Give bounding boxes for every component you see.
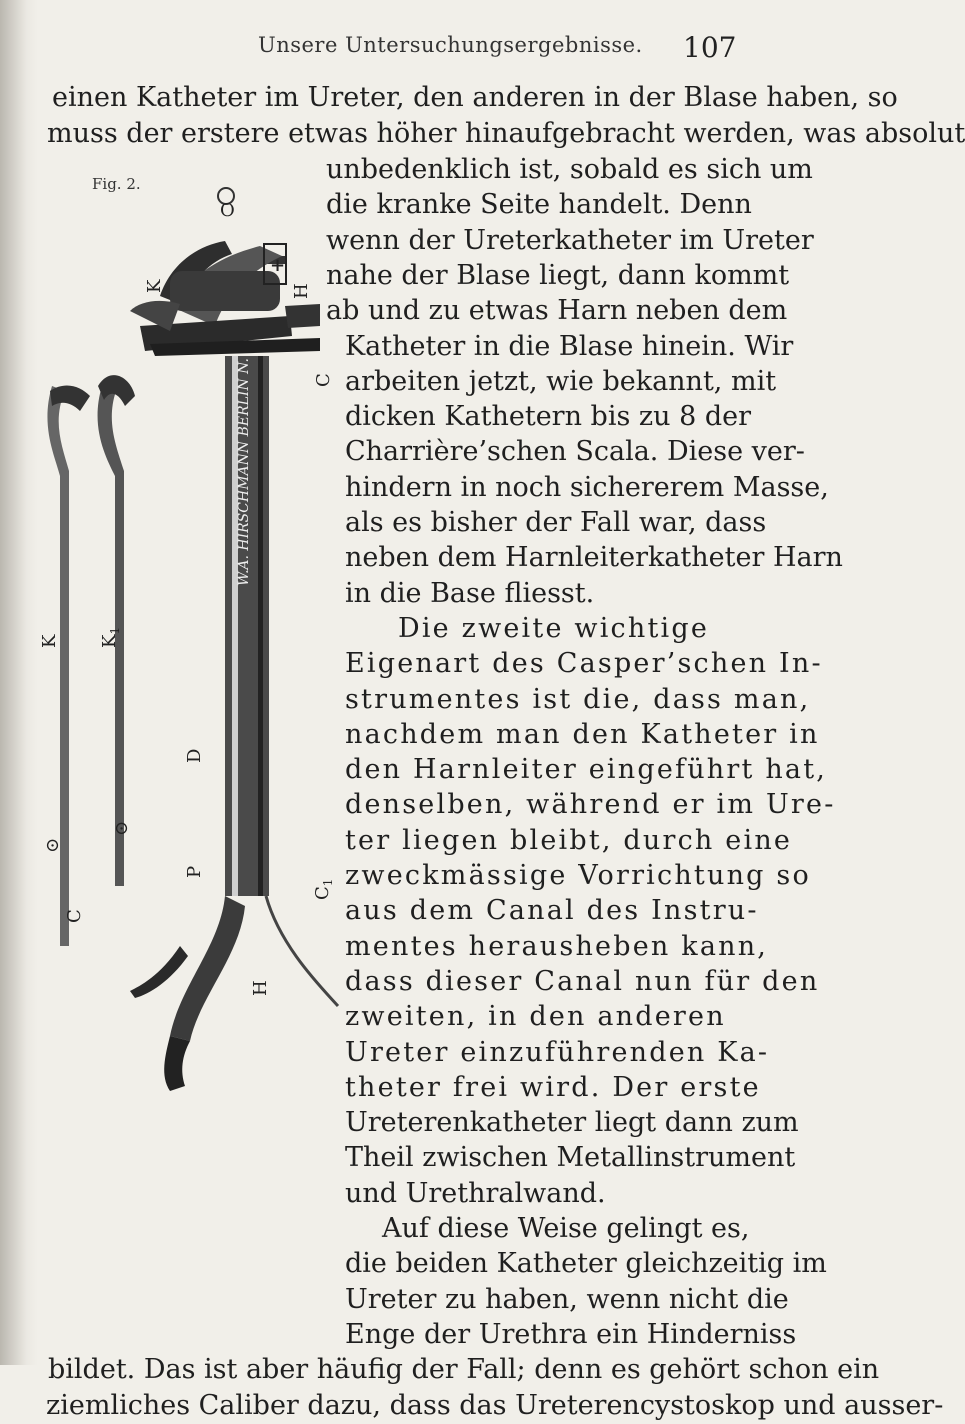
text-line-col-31: Auf diese Weise gelingt es, — [382, 1213, 750, 1244]
figure-cystoscope — [20, 186, 340, 1106]
text-line-col-9: Charrière’schen Scala. Diese ver- — [345, 436, 805, 468]
beak-tip — [164, 1036, 190, 1091]
text-line-col-10: hindern in noch sichererem Masse, — [345, 471, 829, 503]
label-k1-main: K — [99, 634, 120, 648]
text-line-col-8: dicken Kathetern bis zu 8 der — [345, 401, 752, 433]
text-line-col-3: wenn der Ureterkatheter im Ureter — [326, 224, 814, 256]
text-line-full-2: muss der erstere etwas höher hinaufgebracht werden, was absolut — [47, 118, 965, 149]
lamp-fin — [130, 946, 188, 998]
k-catheter — [47, 386, 69, 946]
text-line-col-23: mentes herausheben kann, — [345, 930, 769, 962]
text-line-col-7: arbeiten jetzt, wie bekannt, mit — [345, 365, 777, 397]
text-line-col-16: strumentes ist die, dass man, — [345, 683, 811, 715]
label-c-left: C — [64, 909, 85, 923]
running-head-title: Unsere Untersuchungsergebnisse. — [258, 33, 643, 57]
page-number: 107 — [683, 31, 737, 64]
text-line-col-12: neben dem Harnleiterkatheter Harn — [345, 542, 843, 574]
text-line-col-11: als es bisher der Fall war, dass — [345, 507, 767, 538]
text-line-col-21: zweckmässige Vorrichtung so — [345, 860, 811, 891]
label-o-top: O — [220, 200, 235, 221]
text-line-col-27: theter frei wird. Der erste — [345, 1071, 761, 1103]
running-head — [0, 33, 801, 67]
beak-curve — [170, 896, 245, 1041]
right-connector — [285, 304, 320, 328]
text-line-col-17: nachdem man den Katheter in — [345, 718, 820, 750]
text-line-col-32: die beiden Katheter gleichzeitig im — [345, 1248, 827, 1280]
prism-housing-line — [266, 896, 338, 1006]
text-line-col-28: Ureterenkatheter liegt dann zum — [345, 1107, 799, 1139]
label-c1 — [312, 879, 335, 900]
text-line-col-19: denselben, während er im Ure- — [345, 789, 836, 821]
text-line-bottom-1: bildet. Das ist aber häufig der Fall; denn es gehört schon ein — [48, 1354, 880, 1386]
label-p: P — [184, 865, 205, 878]
text-line-col-25: zweiten, in den anderen — [345, 1001, 726, 1033]
text-line-col-1: unbedenklich ist, sobald es sich um — [326, 154, 813, 185]
text-line-col-2: die kranke Seite handelt. Denn — [326, 189, 752, 221]
text-line-col-22: aus dem Canal des Instru- — [345, 895, 759, 927]
label-plus: + — [270, 255, 286, 276]
label-k-top: K — [144, 279, 165, 293]
text-line-col-29: Theil zwischen Metallinstrument — [345, 1142, 796, 1174]
maker-engraving: W.A. HIRSCHMANN BERLIN N. — [236, 358, 252, 586]
label-c-top: C — [313, 373, 334, 387]
figure-caption: Fig. 2. — [92, 175, 141, 193]
text-line-col-4: nahe der Blase liegt, dann kommt — [326, 259, 790, 291]
text-line-bottom-2: ziemliches Caliber dazu, dass das Ureterencystoskop und ausser- — [46, 1389, 944, 1421]
cystoscope-drawing — [20, 186, 340, 1106]
shaft-edge — [258, 356, 263, 896]
text-line-col-20: ter liegen bleibt, durch eine — [345, 824, 793, 856]
text-line-col-14: Die zweite wichtige — [398, 612, 710, 644]
label-h-top: H — [291, 283, 312, 299]
label-k-left: K — [39, 634, 60, 648]
text-line-full-1: einen Katheter im Ureter, den anderen in der Blase haben, so — [52, 82, 898, 113]
text-line-col-30: und Urethralwand. — [345, 1177, 606, 1209]
text-line-col-5: ab und zu etwas Harn neben dem — [326, 295, 788, 327]
text-line-col-15: Eigenart des Casper’schen In- — [345, 648, 823, 680]
label-d: D — [184, 748, 205, 763]
label-k1-sub: 1 — [108, 626, 122, 635]
label-c1-main: C — [312, 886, 333, 900]
text-line-col-18: den Harnleiter eingeführt hat, — [345, 754, 828, 786]
label-e-left: ⊙ — [45, 835, 61, 856]
label-h-bottom: H — [250, 980, 271, 996]
text-line-col-24: dass dieser Canal nun für den — [345, 965, 820, 997]
text-line-col-13: in die Base fliesst. — [345, 577, 595, 609]
text-line-col-34: Enge der Urethra ein Hinderniss — [345, 1318, 797, 1350]
label-c1-sub: 1 — [321, 878, 335, 887]
text-line-col-26: Ureter einzuführenden Ka- — [345, 1036, 770, 1068]
text-line-col-6: Katheter in die Blase hinein. Wir — [345, 330, 794, 362]
text-line-col-33: Ureter zu haben, wenn nicht die — [345, 1283, 789, 1315]
label-e-right: ⊙ — [114, 818, 130, 839]
label-k1-left — [99, 627, 122, 648]
